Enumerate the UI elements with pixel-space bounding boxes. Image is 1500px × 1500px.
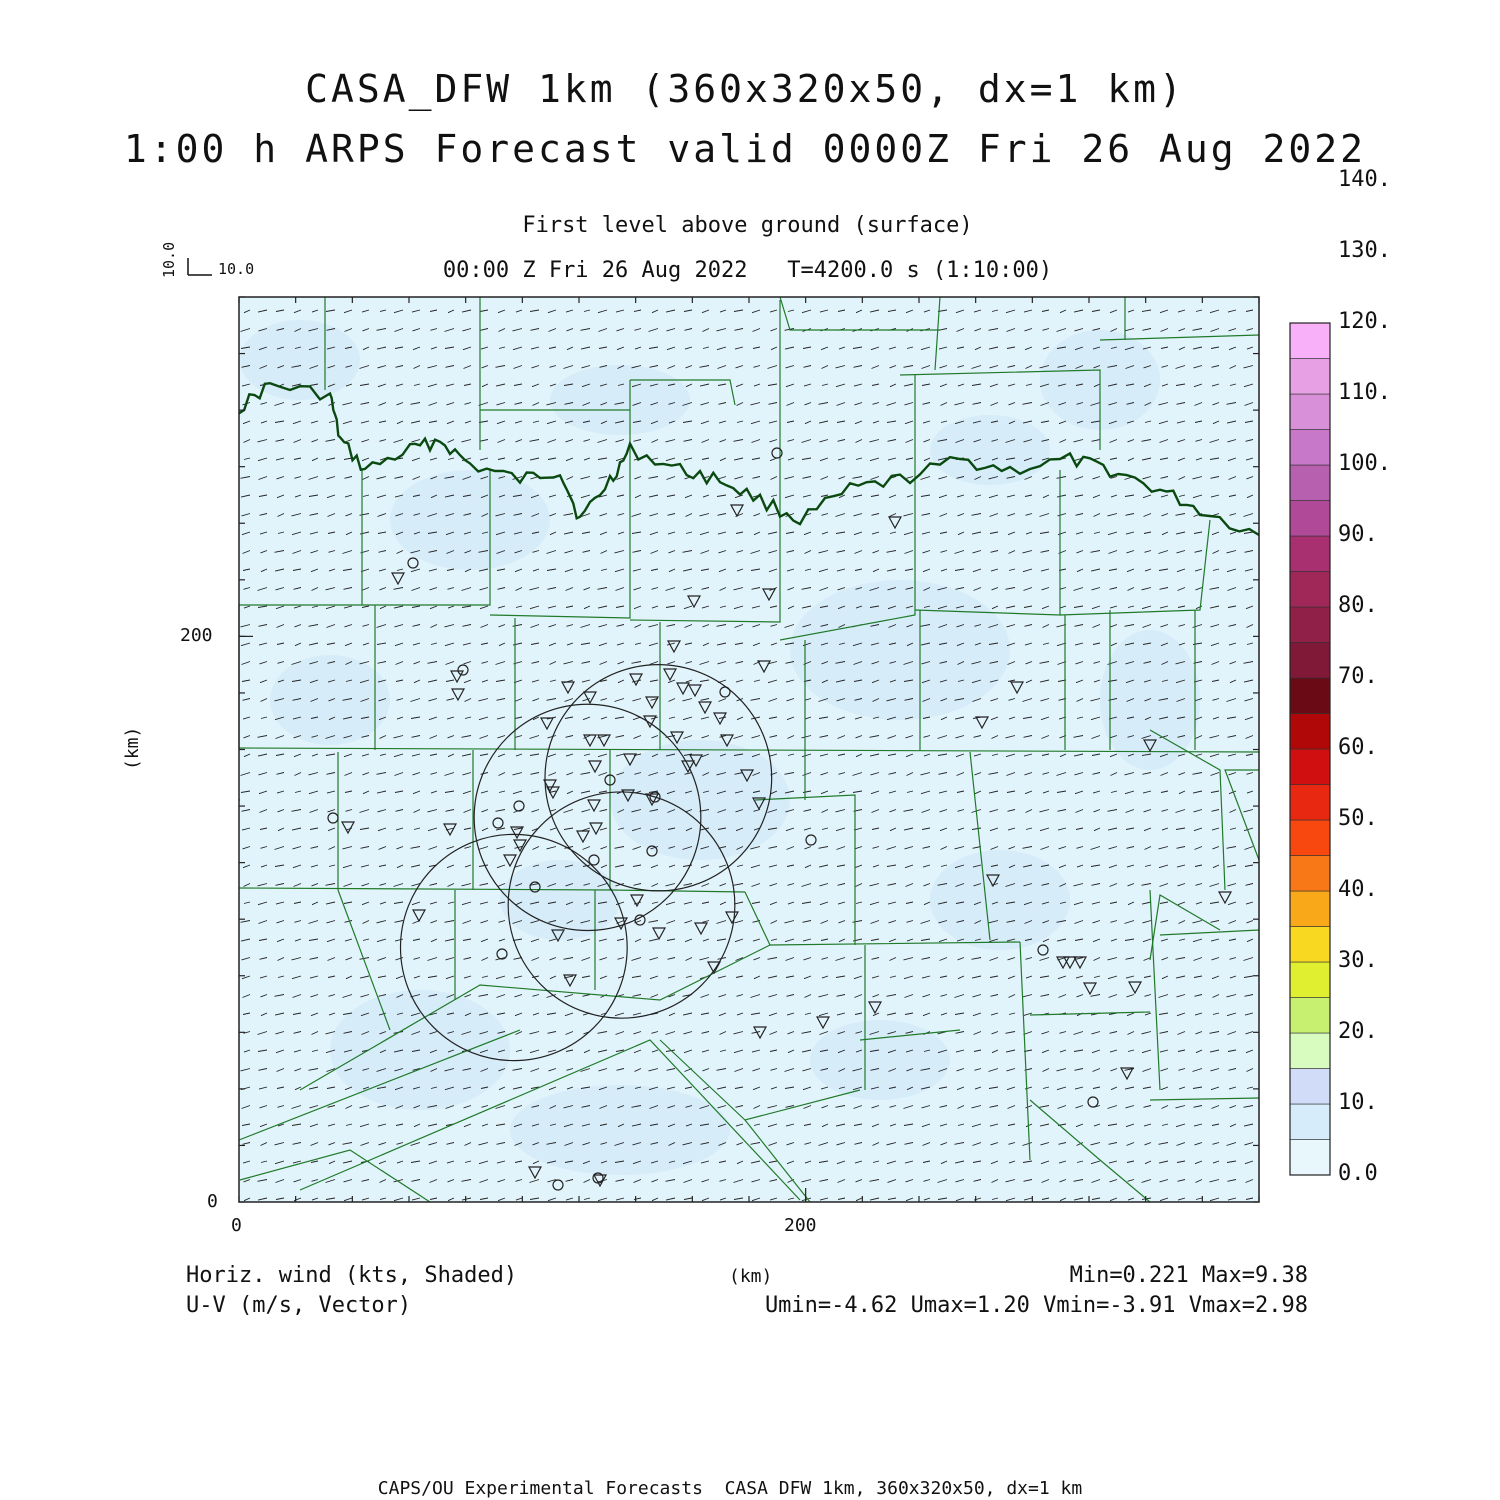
colorbar-segment-12 xyxy=(1290,714,1330,750)
colorbar-segment-5 xyxy=(1290,962,1330,998)
reference-vector-u-label: 10.0 xyxy=(218,260,255,278)
colorbar-segment-10 xyxy=(1290,785,1330,821)
colorbar-segment-1 xyxy=(1290,1104,1330,1140)
colorbar-label-12: 120. xyxy=(1338,309,1391,334)
wind-patch-13 xyxy=(930,415,1050,485)
colorbar-segment-15 xyxy=(1290,607,1330,643)
colorbar-label-9: 90. xyxy=(1338,522,1378,547)
colorbar-label-5: 50. xyxy=(1338,806,1378,831)
colorbar-segment-8 xyxy=(1290,856,1330,892)
colorbar-label-14: 140. xyxy=(1338,167,1391,192)
wind-patch-0 xyxy=(240,320,360,400)
level-subtitle: First level above ground (surface) xyxy=(522,213,973,238)
colorbar-segment-7 xyxy=(1290,891,1330,927)
field-min-max: Min=0.221 Max=9.38 xyxy=(1069,1263,1308,1288)
colorbar-segment-17 xyxy=(1290,536,1330,572)
wind-patch-4 xyxy=(790,580,1010,720)
colorbar-segment-0 xyxy=(1290,1140,1330,1176)
colorbar-label-13: 130. xyxy=(1338,238,1391,263)
valid-time-line: 00:00 Z Fri 26 Aug 2022 T=4200.0 s (1:10:00) xyxy=(442,258,1053,283)
chart-title-line2: 1:00 h ARPS Forecast valid 0000Z Fri 26 Aug 2022 xyxy=(123,127,1367,171)
vector-field-label: U-V (m/s, Vector) xyxy=(186,1293,412,1318)
colorbar-segment-6 xyxy=(1290,927,1330,963)
colorbar-segment-20 xyxy=(1290,430,1330,466)
colorbar-label-6: 60. xyxy=(1338,735,1378,760)
colorbar-segment-19 xyxy=(1290,465,1330,501)
colorbar-label-1: 10. xyxy=(1338,1090,1378,1115)
y-tick-label-200: 200 xyxy=(180,625,213,646)
colorbar-label-2: 20. xyxy=(1338,1019,1378,1044)
x-tick-label-200: 200 xyxy=(784,1215,817,1236)
colorbar-label-4: 40. xyxy=(1338,877,1378,902)
colorbar-segment-23 xyxy=(1290,323,1330,359)
x-tick-label-0: 0 xyxy=(231,1215,242,1236)
colorbar-segment-11 xyxy=(1290,749,1330,785)
colorbar-segment-13 xyxy=(1290,678,1330,714)
colorbar-segment-18 xyxy=(1290,501,1330,537)
colorbar-segment-4 xyxy=(1290,998,1330,1034)
uv-range: Umin=-4.62 Umax=1.20 Vmin=-3.91 Vmax=2.98 xyxy=(764,1293,1308,1318)
reference-vector-v-label: 10.0 xyxy=(160,241,178,278)
y-tick-label-0: 0 xyxy=(207,1191,218,1212)
colorbar-segment-21 xyxy=(1290,394,1330,430)
y-axis-unit-label: (km) xyxy=(122,726,143,770)
colorbar-label-10: 100. xyxy=(1338,451,1391,476)
reference-vector-icon xyxy=(188,258,212,275)
wind-patch-12 xyxy=(500,860,620,940)
chart-title-line1: CASA_DFW 1km (360x320x50, dx=1 km) xyxy=(305,67,1185,111)
colorbar-label-11: 110. xyxy=(1338,380,1391,405)
wind-patch-2 xyxy=(550,365,690,435)
wind-patch-10 xyxy=(1100,630,1200,770)
colorbar-segment-3 xyxy=(1290,1033,1330,1069)
colorbar-segment-14 xyxy=(1290,643,1330,679)
x-axis-unit-label: (km) xyxy=(729,1266,773,1287)
colorbar-label-0: 0.0 xyxy=(1338,1161,1378,1186)
colorbar-segment-9 xyxy=(1290,820,1330,856)
footer-credit: CAPS/OU Experimental Forecasts CASA DFW 1km, 360x320x50, dx=1 km xyxy=(377,1478,1083,1499)
colorbar-label-8: 80. xyxy=(1338,593,1378,618)
colorbar-label-3: 30. xyxy=(1338,948,1378,973)
shaded-field-label: Horiz. wind (kts, Shaded) xyxy=(186,1263,518,1288)
colorbar-segment-2 xyxy=(1290,1069,1330,1105)
wind-patch-1 xyxy=(390,470,550,570)
colorbar-segment-22 xyxy=(1290,359,1330,395)
colorbar-label-7: 70. xyxy=(1338,664,1378,689)
colorbar-segment-16 xyxy=(1290,572,1330,608)
colorbar xyxy=(1290,323,1330,1175)
